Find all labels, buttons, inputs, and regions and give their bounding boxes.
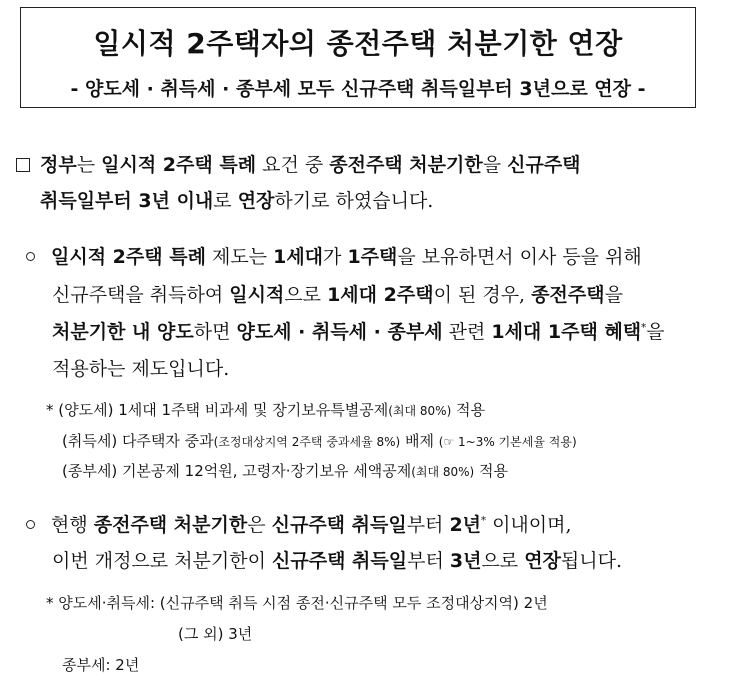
item2-line1: 현행 종전주택 처분기한은 신규주택 취득일부터 2년* 이내이며, (26, 510, 572, 537)
item2-line2: 이번 개정으로 처분기한이 신규주택 취득일부터 3년으로 연장됩니다. (52, 550, 623, 572)
title-box (20, 7, 696, 108)
item1-line4: 적용하는 제도입니다. (52, 358, 230, 380)
item1-line1: 일시적 2주택 특례 제도는 1세대가 1주택을 보유하면서 이사 등을 위해 (26, 242, 642, 269)
item1-line2: 신규주택을 취득하여 일시적으로 1세대 2주택이 된 경우, 종전주택을 (52, 284, 623, 306)
note2-line1: * 양도세·취득세: (신규주택 취득 시점 종전·신규주택 모두 조정대상지역) 2년 (46, 594, 548, 612)
note1-line3: (종부세) 기본공제 12억원, 고령자·장기보유 세액공제(최대 80%) 적용 (62, 462, 508, 480)
circle-bullet-icon (26, 252, 35, 261)
note2-line3: 종부세: 2년 (62, 656, 140, 674)
page-title: 일시적 2주택자의 종전주택 처분기한 연장 (93, 27, 623, 60)
note1-line2: (취득세) 다주택자 중과(조정대상지역 2주택 중과세율 8%) 배제 (☞ 1~3% 기본세율 적용) (62, 432, 577, 450)
circle-bullet-icon (26, 520, 35, 529)
note2-line2: (그 외) 3년 (178, 625, 253, 643)
section1-line2: 취득일부터 3년 이내로 연장하기로 하였습니다. (40, 190, 434, 212)
page-subtitle: - 양도세 · 취득세 · 종부세 모두 신규주택 취득일부터 3년으로 연장 - (70, 78, 646, 100)
square-bullet-icon (16, 158, 30, 172)
item1-line3: 처분기한 내 양도하면 양도세 · 취득세 · 종부세 관련 1세대 1주택 혜택*을 (52, 321, 665, 343)
note1-line1: * (양도세) 1세대 1주택 비과세 및 장기보유특별공제(최대 80%) 적용 (46, 401, 486, 419)
section1-line1: 정부는 일시적 2주택 특례 요건 중 종전주택 처분기한을 신규주택 (16, 150, 581, 177)
